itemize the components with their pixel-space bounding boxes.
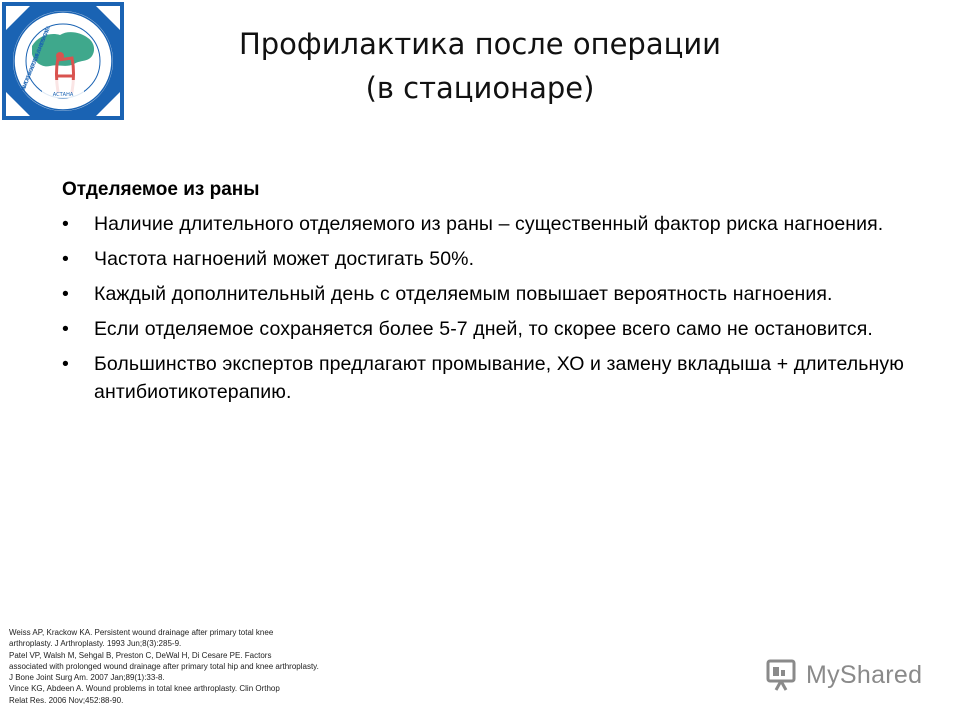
bullet-icon: • (62, 248, 69, 270)
bullet-item (62, 210, 922, 238)
institute-logo-graphic (2, 2, 124, 120)
bullet-text: Каждый дополнительный день с отделяемым повышает вероятность нагноения. (94, 283, 833, 305)
bullet-icon: • (62, 213, 69, 235)
slide-title (140, 22, 820, 110)
bullet-item (62, 280, 922, 308)
section-heading: Отделяемое из раны (62, 179, 260, 200)
bullet-item (62, 350, 922, 406)
bullet-text: Если отделяемое сохраняется более 5-7 дней, то скорее всего само не остановится. (94, 318, 873, 340)
reference-line: J Bone Joint Surg Am. 2007 Jan;89(1):33-8. (9, 673, 165, 683)
myshared-watermark (766, 655, 922, 695)
slide-title-line-1: Профилактика после операции (238, 27, 722, 61)
bullet-icon: • (62, 353, 69, 375)
references (9, 627, 429, 706)
reference-line: arthroplasty. J Arthroplasty. 1993 Jun;8(3):285-9. (9, 639, 182, 649)
institute-logo (2, 2, 124, 120)
bullet-icon: • (62, 283, 69, 305)
logo-city-text: АСТАНА (52, 92, 74, 98)
bullet-text: Частота нагноений может достигать 50%. (94, 248, 475, 270)
reference-line: associated with prolonged wound drainage after primary total hip and knee arthroplasty. (9, 661, 319, 671)
reference-line: Weiss AP, Krackow KA. Persistent wound drainage after primary total knee (9, 628, 274, 637)
slide-title-line-2: (в стационаре) (365, 71, 595, 105)
bullet-icon: • (62, 318, 69, 340)
reference-line: Patel VP, Walsh M, Sehgal B, Preston C, DeWal H, Di Cesare PE. Factors (9, 650, 272, 660)
watermark-text: MyShared (806, 660, 923, 689)
presentation-icon (766, 658, 800, 692)
logo-ring-text: ТРАВМАТОЛОГИЯ ЖӘНЕ ОРТОПЕДИЯ ҒЫЛЫМИ ЗЕРТТЕУ ИНСТИТУТЫ (20, 25, 53, 93)
bullet-item (62, 245, 922, 273)
bullet-text: Большинство экспертов предлагают промывание, ХО и замену вкладыша + длительную антибиотикотерапию. (94, 353, 904, 403)
reference-line: Vince KG, Abdeen A. Wound problems in total knee arthroplasty. Clin Orthop (9, 684, 280, 694)
reference-line: Relat Res. 2006 Nov;452:88-90. (9, 695, 124, 705)
bullet-text: Наличие длительного отделяемого из раны – существенный фактор риска нагноения. (94, 213, 884, 235)
slide-body (62, 177, 922, 413)
bullet-item (62, 315, 922, 343)
